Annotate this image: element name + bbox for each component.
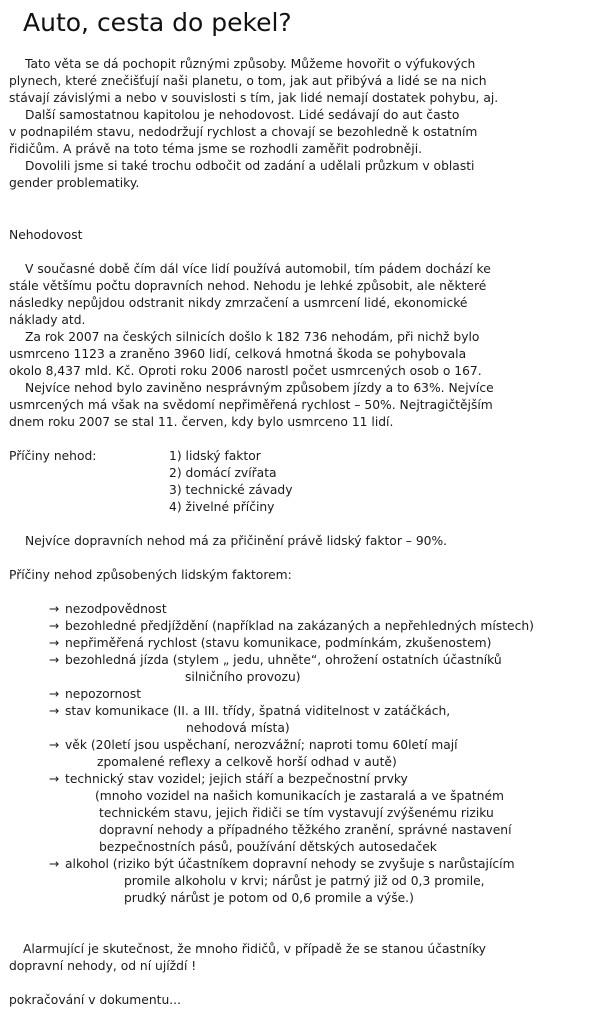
body-line: V současné době čím dál více lidí používá automobil, tím pádem dochází ke	[25, 262, 491, 276]
body-line: dnem roku 2007 se stal 11. červen, kdy bylo usmrceno 11 lidí.	[9, 415, 394, 429]
closing-line: dopravní nehody, od ní ujíždí !	[9, 959, 197, 973]
body-line: následky nepůjdou odstranit nikdy zmrzačení a usmrcení lidé, ekonomické	[9, 296, 468, 310]
cause-item: 3) technické závady	[169, 483, 293, 497]
arrow-right-icon: →	[49, 687, 60, 701]
intro-line: řidičům. A právě na toto téma jsme se rozhodli zaměřit podrobněji.	[9, 142, 423, 156]
body-line: usmrcených má však na svědomí nepřiměřená rychlost – 50%. Nejtragičtějším	[9, 398, 493, 412]
human-cause-continuation: dopravní nehody a případného těžkého zranění, správné nastavení	[99, 823, 512, 837]
human-cause-item: → nezodpovědnost	[49, 602, 167, 616]
page-title: Auto, cesta do pekel?	[23, 8, 292, 37]
human-cause-item: → stav komunikace (II. a III. třídy, špatná viditelnost v zatáčkách,	[49, 704, 451, 718]
arrow-right-icon: →	[49, 619, 60, 633]
intro-line: v podnapilém stavu, nedodržují rychlost a chovají se bezohledně k ostatním	[9, 125, 478, 139]
human-cause-continuation: technickém stavu, jejich řidiči se tím vystavují zvýšenému riziku	[99, 806, 494, 820]
intro-line: stávají závislými a nebo v souvislosti s tím, jak lidé nemají dostatek pohybu, aj.	[9, 91, 499, 105]
cause-item: 2) domácí zvířata	[169, 466, 277, 480]
human-cause-continuation: (mnoho vozidel na našich komunikacích je zastaralá a ve špatném	[95, 789, 505, 803]
human-cause-continuation: silničního provozu)	[185, 670, 301, 684]
human-cause-item: → bezohledné předjíždění (například na zakázaných a nepřehledných místech)	[49, 619, 534, 633]
human-cause-item: → nepřiměřená rychlost (stavu komunikace, podmínkám, zkušenostem)	[49, 636, 492, 650]
human-factor-share: Nejvíce dopravních nehod má za přičinění právě lidský faktor – 90%.	[25, 534, 448, 548]
human-cause-continuation: promile alkoholu v krvi; nárůst je patrný již od 0,3 promile,	[124, 874, 485, 888]
section-heading: Nehodovost	[9, 228, 83, 242]
human-cause-item: → alkohol (riziko být účastníkem dopravní nehody se zvyšuje s narůstajícím	[49, 857, 515, 871]
intro-line: Dovolili jsme si také trochu odbočit od zadání a udělali průzkum v oblasti	[25, 159, 475, 173]
human-cause-continuation: zpomalené reflexy a celkově horší odhad v autě)	[97, 755, 397, 769]
human-cause-item: → technický stav vozidel; jejich stáří a bezpečnostní prvky	[49, 772, 408, 786]
human-cause-continuation: prudký nárůst je potom od 0,6 promile a výše.)	[124, 891, 414, 905]
body-line: stále většímu počtu dopravních nehod. Nehodu je lehké způsobit, ale některé	[9, 279, 487, 293]
human-cause-item: → nepozornost	[49, 687, 142, 701]
arrow-right-icon: →	[49, 653, 60, 667]
arrow-right-icon: →	[49, 704, 60, 718]
causes-label: Příčiny nehod:	[9, 449, 97, 463]
body-line: usmrceno 1123 a zraněno 3960 lidí, celková hmotná škoda se pohybovala	[9, 347, 467, 361]
intro-line: plynech, které znečišťují naši planetu, o tom, jak aut přibývá a lidé se na nich	[9, 74, 487, 88]
body-line: náklady atd.	[9, 313, 86, 327]
body-line: Za rok 2007 na českých silnicích došlo k 182 736 nehodám, při nichž bylo	[25, 330, 480, 344]
cause-item: 1) lidský faktor	[169, 449, 261, 463]
human-cause-item: → bezohledná jízda (stylem „ jedu, uhněte“, ohrožení ostatních účastníků	[49, 653, 502, 667]
cause-item: 4) živelné příčiny	[169, 500, 275, 514]
body-line: Nejvíce nehod bylo zaviněno nesprávným způsobem jízdy a to 63%. Nejvíce	[25, 381, 494, 395]
body-line: okolo 8,437 mld. Kč. Oproti roku 2006 narostl počet usmrcených osob o 167.	[9, 364, 482, 378]
arrow-right-icon: →	[49, 772, 60, 786]
human-causes-heading: Příčiny nehod způsobených lidským faktorem:	[9, 568, 292, 582]
continue-link[interactable]: pokračování v dokumentu...	[9, 993, 181, 1007]
human-cause-continuation: bezpečnostních pásů, používání dětských autosedaček	[99, 840, 437, 854]
intro-line: Tato věta se dá pochopit různými způsoby. Můžeme hovořit o výfukových	[25, 57, 476, 71]
human-cause-item: → věk (20letí jsou uspěchaní, nerozvážní; naproti tomu 60letí mají	[49, 738, 458, 752]
arrow-right-icon: →	[49, 636, 60, 650]
arrow-right-icon: →	[49, 738, 60, 752]
human-cause-continuation: nehodová místa)	[186, 721, 290, 735]
intro-line: gender problematiky.	[9, 176, 140, 190]
arrow-right-icon: →	[49, 857, 60, 871]
arrow-right-icon: →	[49, 602, 60, 616]
closing-line: Alarmující je skutečnost, že mnoho řidičů, v případě že se stanou účastníky	[23, 942, 486, 956]
intro-line: Další samostatnou kapitolou je nehodovost. Lidé sedávají do aut často	[25, 108, 460, 122]
